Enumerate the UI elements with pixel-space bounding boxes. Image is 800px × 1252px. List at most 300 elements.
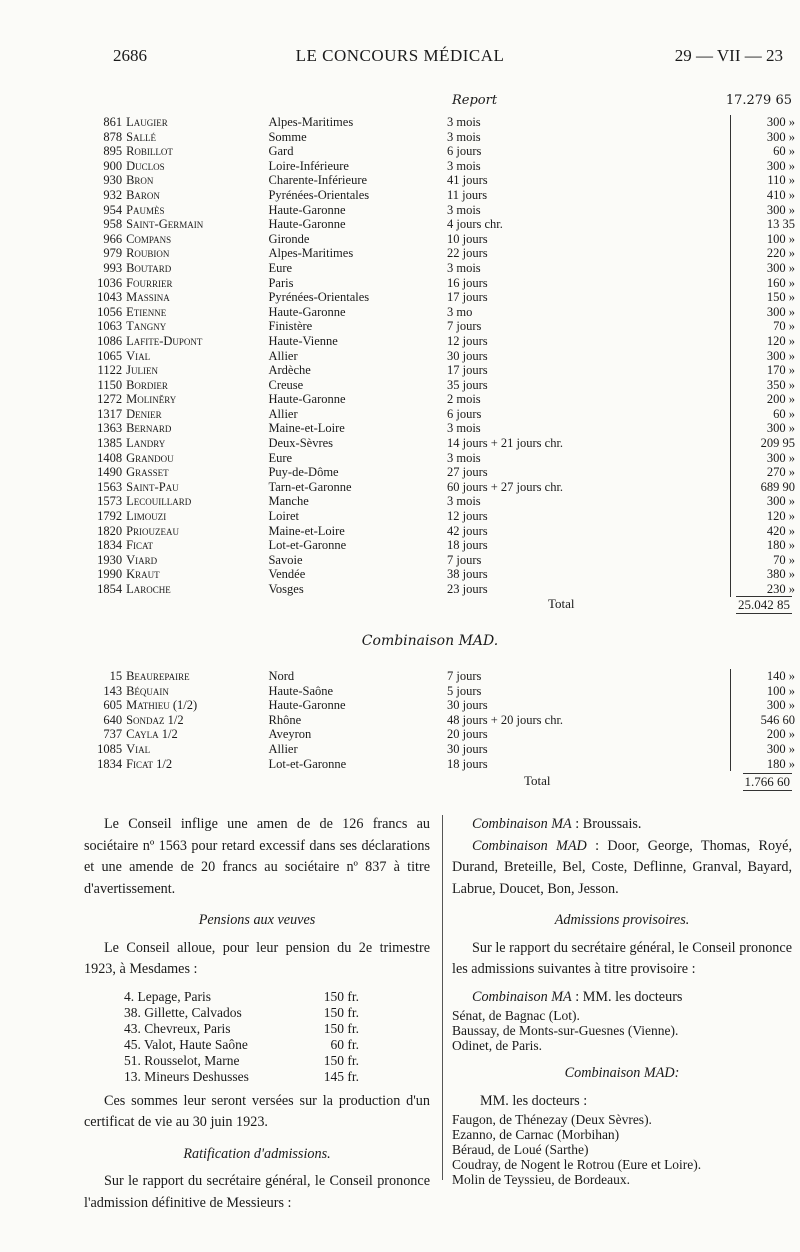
member-name: Baron <box>126 187 160 202</box>
amount: 300 » <box>730 349 795 364</box>
mad2-list <box>452 1112 792 1187</box>
member-name: Viard <box>126 552 158 567</box>
pension-amount: 150 fr. <box>323 1052 359 1068</box>
table-row <box>88 246 795 261</box>
amount: 300 » <box>730 261 795 276</box>
list-item: Baussay, de Monts-sur-Guesnes (Vienne). <box>452 1023 679 1038</box>
amount: 180 » <box>730 757 795 772</box>
member-name: Lecouillard <box>126 494 192 509</box>
member-name: Ficat 1/2 <box>126 756 173 771</box>
pension-amount: 60 fr. <box>330 1036 359 1052</box>
amount: 60 » <box>730 407 795 422</box>
department: Allier <box>268 741 298 756</box>
member-number: 1036 <box>97 275 123 290</box>
duration: 30 jours <box>446 348 488 363</box>
amount: 350 » <box>730 378 795 393</box>
member-name: Kraut <box>126 567 160 582</box>
table-row <box>88 392 795 407</box>
table-row <box>88 173 795 188</box>
table-row <box>88 232 795 247</box>
table-row <box>88 509 795 524</box>
amount: 300 » <box>730 698 795 713</box>
department: Haute-Saône <box>268 683 334 698</box>
amount: 230 » <box>730 582 795 597</box>
report-label: Report <box>452 93 498 108</box>
amount: 200 » <box>730 392 795 407</box>
report-value: 17.279 65 <box>725 93 792 108</box>
member-number: 1990 <box>97 567 123 582</box>
member-name: Bernard <box>126 421 172 436</box>
department: Alpes-Maritimes <box>268 246 354 261</box>
member-name: Paumès <box>126 202 165 217</box>
amount: 140 » <box>730 669 795 684</box>
department: Puy-de-Dôme <box>268 465 339 480</box>
member-name: Grasset <box>126 465 169 480</box>
department: Allier <box>268 406 298 421</box>
member-name: Compans <box>126 231 172 246</box>
pension-amount: 150 fr. <box>323 1020 359 1036</box>
member-number: 861 <box>103 115 123 129</box>
amount: 300 » <box>730 494 795 509</box>
department: Pyrénées-Orientales <box>268 187 370 202</box>
member-number: 1573 <box>97 494 123 509</box>
department: Gard <box>268 144 294 159</box>
table-row <box>88 669 795 684</box>
member-number: 932 <box>103 187 123 202</box>
member-name: Sondaz 1/2 <box>126 712 184 727</box>
member-number: 1792 <box>97 509 123 524</box>
member-number: 900 <box>103 158 123 173</box>
member-name: Landry <box>126 436 166 451</box>
department: Paris <box>268 275 294 290</box>
member-name: Laugier <box>126 115 168 129</box>
pension-name: 4. Lepage, Paris <box>124 988 211 1004</box>
member-number: 1854 <box>97 582 123 596</box>
department: Haute-Garonne <box>268 304 346 319</box>
department: Loiret <box>268 509 300 524</box>
amount: 300 » <box>730 742 795 757</box>
table-row <box>88 436 795 451</box>
duration: 17 jours <box>446 363 488 378</box>
amount: 270 » <box>730 465 795 480</box>
pension-name: 43. Chevreux, Paris <box>124 1020 231 1036</box>
amount: 546 60 <box>730 713 795 728</box>
table1-total-label: Total <box>548 596 575 611</box>
table-row <box>88 451 795 466</box>
mad-line: Combinaison MAD : Door, George, Thomas, Royé, Durand, Breteille, Bel, Coste, Deflinne, Granval, Bayard, Labrue, Doucet, Bon, Jesson. <box>452 837 792 897</box>
list-item: Sénat, de Bagnac (Lot). <box>452 1008 580 1023</box>
table-row <box>88 217 795 232</box>
pension-name: 45. Valot, Haute Saône <box>124 1036 248 1052</box>
pension-amount: 150 fr. <box>323 1004 359 1020</box>
member-name: Lafite-Dupont <box>126 333 203 348</box>
member-name: Bron <box>126 173 154 188</box>
department: Vendée <box>268 567 306 582</box>
department: Gironde <box>268 231 310 246</box>
duration: 48 jours + 20 jours chr. <box>446 712 564 727</box>
department: Haute-Garonne <box>268 202 346 217</box>
table-row <box>88 115 795 130</box>
amount: 160 » <box>730 276 795 291</box>
ratification-heading: Ratification d'admissions. <box>183 1145 331 1162</box>
member-name: Limouzi <box>126 509 167 524</box>
department: Ardèche <box>268 363 311 378</box>
member-number: 1056 <box>97 304 123 319</box>
member-number: 979 <box>103 246 123 261</box>
table2-total-label: Total <box>524 773 551 788</box>
department: Eure <box>268 260 293 275</box>
department: Haute-Garonne <box>268 392 346 407</box>
amount: 120 » <box>730 509 795 524</box>
amount: 420 » <box>730 524 795 539</box>
table-row <box>88 421 795 436</box>
table-row <box>88 203 795 218</box>
table-row <box>88 698 795 713</box>
amount: 410 » <box>730 188 795 203</box>
page-header <box>0 46 800 70</box>
department: Pyrénées-Orientales <box>268 290 370 305</box>
amount: 209 95 <box>730 436 795 451</box>
member-number: 966 <box>103 231 123 246</box>
amount: 100 » <box>730 684 795 699</box>
department: Maine-et-Loire <box>268 421 345 436</box>
department: Lot-et-Garonne <box>268 538 347 553</box>
pension-name: 38. Gillette, Calvados <box>124 1004 242 1020</box>
member-number: 1363 <box>97 421 123 436</box>
ma2-line: Combinaison MA : MM. les docteurs <box>472 988 683 1005</box>
member-number: 993 <box>103 260 123 275</box>
member-name: Sallé <box>126 129 157 144</box>
member-number: 1065 <box>97 348 123 363</box>
member-name: Mathieu (1/2) <box>126 698 198 713</box>
pensions-note: Ces sommes leur seront versées sur la production d'un certificat de vie au 30 juin 1923. <box>84 1092 430 1130</box>
pensions-intro: Le Conseil alloue, pour leur pension du 2e trimestre 1923, à Mesdames : <box>84 939 430 977</box>
member-name: Boutard <box>126 260 172 275</box>
member-name: Duclos <box>126 158 165 173</box>
member-number: 1085 <box>97 741 123 756</box>
list-item: Molin de Teyssieu, de Bordeaux. <box>452 1172 631 1187</box>
duration: 18 jours <box>446 756 488 771</box>
duration: 35 jours <box>446 377 488 392</box>
list-item: Odinet, de Paris. <box>452 1038 542 1053</box>
table2-total <box>524 773 792 789</box>
duration: 11 jours <box>446 187 488 202</box>
duration: 14 jours + 21 jours chr. <box>446 436 564 451</box>
duration: 5 jours <box>446 683 482 698</box>
table-row <box>88 494 795 509</box>
member-number: 640 <box>103 712 123 727</box>
member-number: 1820 <box>97 523 123 538</box>
table-row <box>88 538 795 553</box>
member-number: 954 <box>103 202 123 217</box>
member-name: Vial <box>126 348 151 363</box>
amount: 70 » <box>730 553 795 568</box>
member-number: 930 <box>103 173 123 188</box>
pension-item <box>84 1021 430 1037</box>
admissions-heading: Admissions provisoires. <box>554 912 690 928</box>
ma-line: Combinaison MA : Broussais. <box>472 816 642 832</box>
member-number: 1122 <box>97 363 123 378</box>
page-number: 2686 <box>113 46 147 65</box>
member-name: Vial <box>126 741 151 756</box>
table-row <box>88 757 795 772</box>
duration: 12 jours <box>446 509 488 524</box>
member-name: Priouzeau <box>126 523 180 538</box>
list-item: Ezanno, de Carnac (Morbihan) <box>452 1127 620 1142</box>
department: Tarn-et-Garonne <box>268 479 352 494</box>
member-number: 1385 <box>97 436 123 451</box>
table-row <box>88 305 795 320</box>
table1-total <box>548 596 792 612</box>
member-name: Denier <box>126 406 162 421</box>
amount: 300 » <box>730 115 795 130</box>
duration: 3 mois <box>446 494 481 509</box>
department: Eure <box>268 450 293 465</box>
amount: 200 » <box>730 727 795 742</box>
member-name: Beaurepaire <box>126 669 190 683</box>
member-name: Bordier <box>126 377 168 392</box>
member-number: 1930 <box>97 552 123 567</box>
member-number: 958 <box>103 217 123 232</box>
amount: 220 » <box>730 246 795 261</box>
department: Creuse <box>268 377 304 392</box>
member-name: Laroche <box>126 582 171 596</box>
column-divider <box>442 815 443 1180</box>
table-row <box>88 480 795 495</box>
duration: 3 mois <box>446 158 481 173</box>
amount: 13 35 <box>730 217 795 232</box>
pension-item <box>84 1053 430 1069</box>
department: Loire-Inférieure <box>268 158 349 173</box>
duration: 20 jours <box>446 727 488 742</box>
duration: 3 mo <box>446 304 473 319</box>
table-row <box>88 684 795 699</box>
table-row <box>88 742 795 757</box>
member-number: 878 <box>103 129 123 144</box>
table-row <box>88 524 795 539</box>
amount: 300 » <box>730 305 795 320</box>
pension-amount: 150 fr. <box>323 988 359 1004</box>
member-name: Tangny <box>126 319 167 334</box>
amount: 70 » <box>730 319 795 334</box>
table-row <box>88 378 795 393</box>
duration: 22 jours <box>446 246 488 261</box>
pension-name: 13. Mineurs Deshusses <box>124 1068 249 1084</box>
department: Nord <box>268 669 295 683</box>
department: Finistère <box>268 319 313 334</box>
table-row <box>88 159 795 174</box>
list-item: Coudray, de Nogent le Rotrou (Eure et Loire). <box>452 1157 702 1172</box>
pensions-heading: Pensions aux veuves <box>198 912 316 928</box>
member-name: Grandou <box>126 450 174 465</box>
department: Haute-Garonne <box>268 217 346 232</box>
department: Lot-et-Garonne <box>268 756 347 771</box>
member-number: 1317 <box>97 406 123 421</box>
duration: 3 mois <box>446 129 481 144</box>
amount: 300 » <box>730 451 795 466</box>
amount: 300 » <box>730 130 795 145</box>
table-row <box>88 276 795 291</box>
table-row <box>88 582 795 597</box>
mad-table <box>88 669 795 771</box>
member-number: 1272 <box>97 392 123 407</box>
member-name: Fourrier <box>126 275 173 290</box>
table-row <box>88 349 795 364</box>
duration: 7 jours <box>446 552 482 567</box>
table-row <box>88 567 795 582</box>
pension-amount: 145 fr. <box>323 1068 359 1084</box>
duration: 18 jours <box>446 538 488 553</box>
duration: 7 jours <box>446 669 482 683</box>
member-name: Robillot <box>126 144 173 159</box>
member-number: 1408 <box>97 450 123 465</box>
pension-item <box>84 1037 430 1053</box>
duration: 23 jours <box>446 582 488 596</box>
member-number: 895 <box>103 144 123 159</box>
member-name: Béquain <box>126 683 169 698</box>
member-number: 737 <box>103 727 123 742</box>
member-number: 605 <box>103 698 123 713</box>
duration: 42 jours <box>446 523 488 538</box>
duration: 16 jours <box>446 275 488 290</box>
ma2-list <box>452 1008 792 1053</box>
member-number: 143 <box>103 683 123 698</box>
amount: 380 » <box>730 567 795 582</box>
table-row <box>88 188 795 203</box>
members-table <box>88 115 795 597</box>
table-row <box>88 261 795 276</box>
department: Manche <box>268 494 309 509</box>
duration: 12 jours <box>446 333 488 348</box>
duration: 3 mois <box>446 450 481 465</box>
duration: 3 mois <box>446 202 481 217</box>
table-row <box>88 727 795 742</box>
amount: 150 » <box>730 290 795 305</box>
member-name: Saint-Germain <box>126 217 204 232</box>
pension-name: 51. Rousselot, Marne <box>124 1052 240 1068</box>
duration: 4 jours chr. <box>446 217 503 232</box>
duration: 17 jours <box>446 290 488 305</box>
member-number: 1086 <box>97 333 123 348</box>
amount: 170 » <box>730 363 795 378</box>
department: Somme <box>268 129 307 144</box>
duration: 3 mois <box>446 115 481 129</box>
member-number: 1490 <box>97 465 123 480</box>
ratification-paragraph: Sur le rapport du secrétaire général, le Conseil prononce l'admission définitive de Messieurs : <box>84 1173 430 1211</box>
table-row <box>88 407 795 422</box>
department: Haute-Vienne <box>268 333 338 348</box>
pension-item <box>84 1069 430 1085</box>
amount: 110 » <box>730 173 795 188</box>
duration: 6 jours <box>446 144 482 159</box>
member-name: Etienne <box>126 304 167 319</box>
duration: 2 mois <box>446 392 481 407</box>
table-row <box>88 363 795 378</box>
report-line <box>452 93 792 108</box>
table-row <box>88 553 795 568</box>
member-name: Roubion <box>126 246 170 261</box>
table2-total-value: 1.766 60 <box>744 774 790 789</box>
amount: 300 » <box>730 203 795 218</box>
member-name: Julien <box>126 363 158 378</box>
amount: 180 » <box>730 538 795 553</box>
department: Deux-Sèvres <box>268 436 334 451</box>
table-row <box>88 319 795 334</box>
amount: 60 » <box>730 144 795 159</box>
pension-item <box>84 1005 430 1021</box>
member-name: Massina <box>126 290 170 305</box>
left-column <box>84 814 430 1214</box>
duration: 3 mois <box>446 421 481 436</box>
department: Charente-Inférieure <box>268 173 368 188</box>
amount: 689 90 <box>730 480 795 495</box>
list-item: Béraud, de Loué (Sarthe) <box>452 1142 589 1157</box>
department: Maine-et-Loire <box>268 523 345 538</box>
duration: 60 jours + 27 jours chr. <box>446 479 564 494</box>
table-row <box>88 290 795 305</box>
amount: 120 » <box>730 334 795 349</box>
department: Alpes-Maritimes <box>268 115 354 129</box>
mad2-intro: MM. les docteurs : <box>480 1092 588 1109</box>
table1-total-value: 25.042 85 <box>738 597 790 612</box>
member-number: 1834 <box>97 756 123 771</box>
journal-title: LE CONCOURS MÉDICAL <box>295 46 505 65</box>
right-column <box>452 814 792 1187</box>
amount: 100 » <box>730 232 795 247</box>
member-number: 1834 <box>97 538 123 553</box>
duration: 30 jours <box>446 741 488 756</box>
issue-date: 29 — VII — 23 <box>674 46 783 65</box>
department: Allier <box>268 348 298 363</box>
table-row <box>88 713 795 728</box>
duration: 7 jours <box>446 319 482 334</box>
section-mad-heading: Combinaison MAD. <box>361 633 499 649</box>
member-number: 1563 <box>97 479 123 494</box>
duration: 41 jours <box>446 173 488 188</box>
pension-item <box>84 989 430 1005</box>
amount: 300 » <box>730 159 795 174</box>
table-row <box>88 130 795 145</box>
member-number: 15 <box>109 669 123 683</box>
duration: 30 jours <box>446 698 488 713</box>
member-number: 1063 <box>97 319 123 334</box>
duration: 38 jours <box>446 567 488 582</box>
department: Rhône <box>268 712 302 727</box>
member-number: 1150 <box>97 377 123 392</box>
amount: 300 » <box>730 421 795 436</box>
member-name: Saint-Pau <box>126 479 179 494</box>
admissions-paragraph: Sur le rapport du secrétaire général, le Conseil prononce les admissions suivantes à titre provisoire : <box>452 939 792 977</box>
table-row <box>88 144 795 159</box>
mad2-heading: Combinaison MAD: <box>564 1065 680 1081</box>
member-number: 1043 <box>97 290 123 305</box>
fine-paragraph: Le Conseil inflige une amen de de 126 francs au sociétaire nº 1563 pour retard excessif dans ses déclarations et une amende de 20 francs au sociétaire nº 837 à titre d'avertissement. <box>84 816 430 897</box>
member-name: Moliněry <box>126 392 177 407</box>
member-name: Ficat <box>126 538 154 553</box>
list-item: Faugon, de Thénezay (Deux Sèvres). <box>452 1112 652 1127</box>
duration: 10 jours <box>446 231 488 246</box>
duration: 3 mois <box>446 260 481 275</box>
department: Vosges <box>268 582 304 596</box>
table-row <box>88 465 795 480</box>
duration: 27 jours <box>446 465 488 480</box>
department: Haute-Garonne <box>268 698 346 713</box>
pensions-list <box>84 989 430 1085</box>
department: Savoie <box>268 552 303 567</box>
department: Aveyron <box>268 727 312 742</box>
member-name: Cayla 1/2 <box>126 727 178 742</box>
table-row <box>88 334 795 349</box>
